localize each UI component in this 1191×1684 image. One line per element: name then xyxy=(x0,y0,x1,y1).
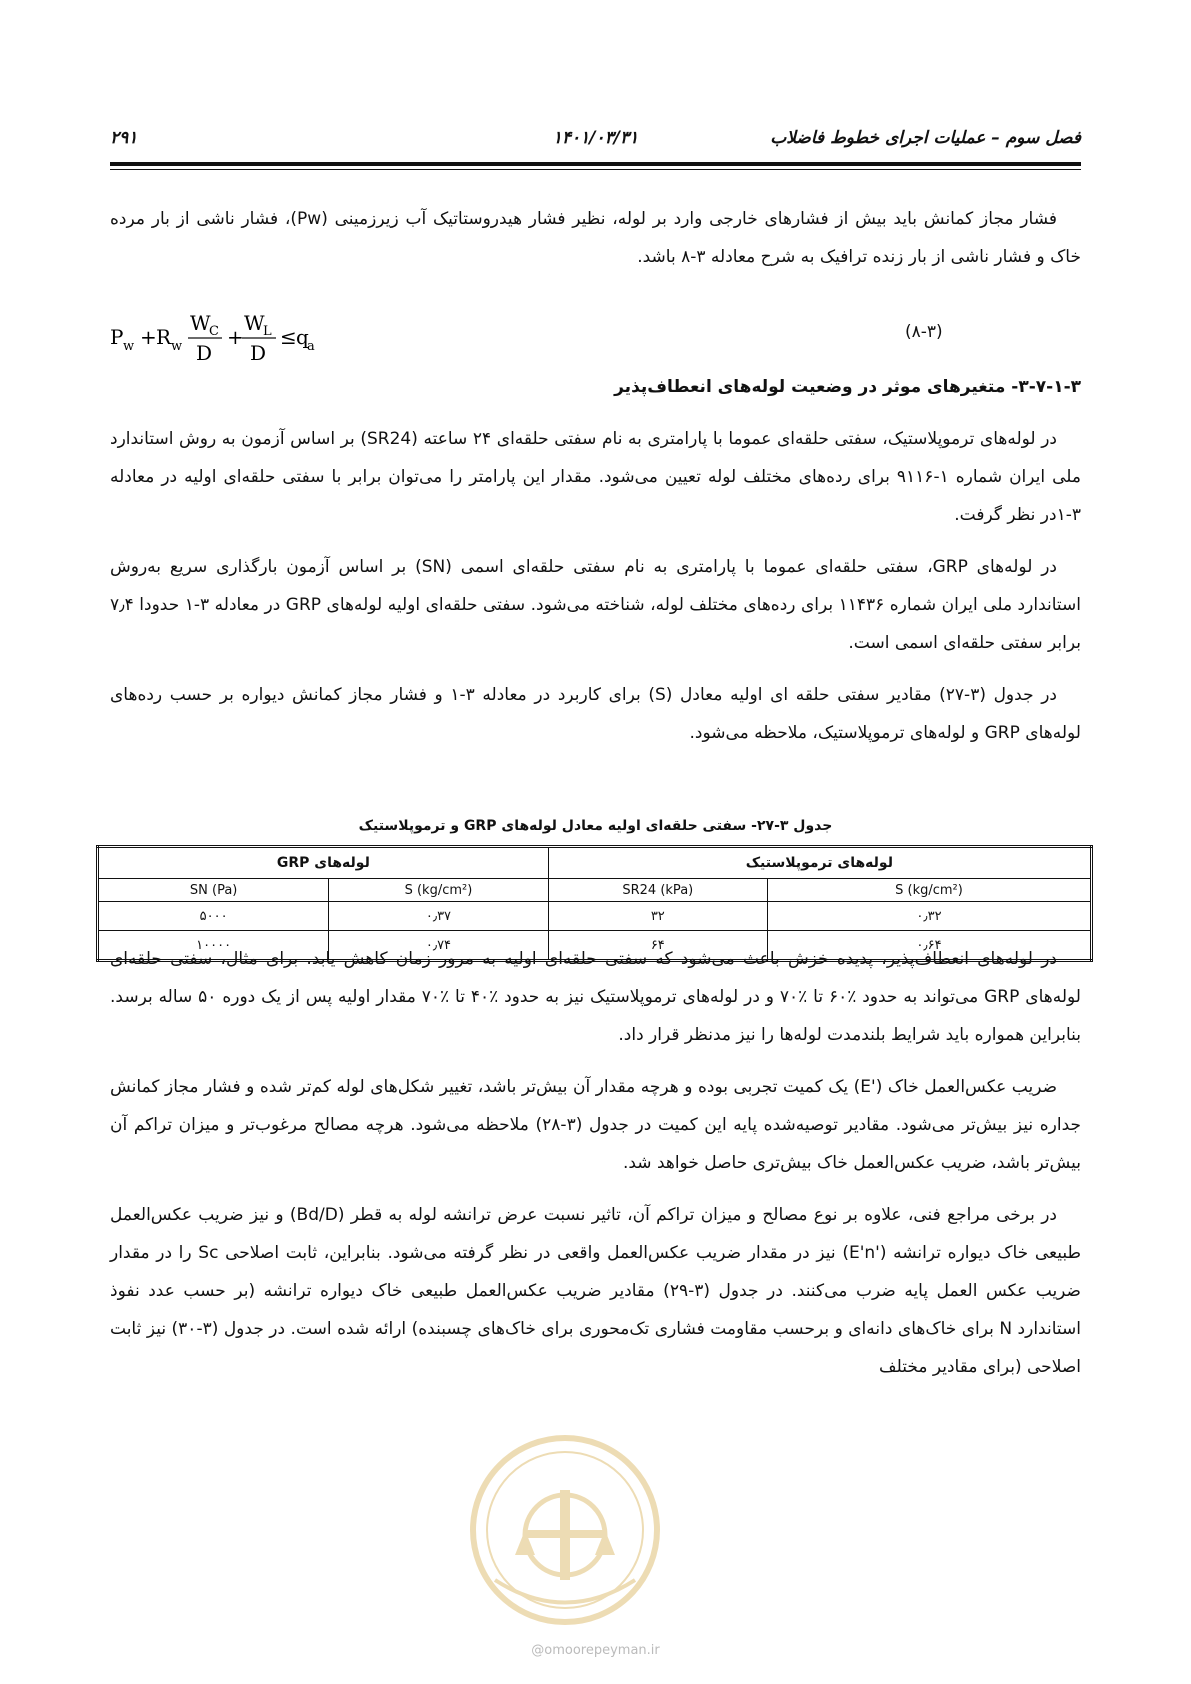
svg-text:P: P xyxy=(110,325,124,349)
svg-text:C: C xyxy=(209,324,219,339)
paragraph-table-reference: در جدول (۳-۲۷) مقادیر سفتی حلقه ای اولیه معادل (S) برای کاربرد در معادله ۳-۱ و فشار مجاز کمانش دیواره بر حسب رده‌های لوله‌های GRP و لوله‌های ترموپلاستیک، ملاحظه می‌شود. xyxy=(110,685,1081,743)
col-s-thermo: S (kg/cm²) xyxy=(767,879,1091,902)
header-date: ۱۴۰۱/۰۳/۳۱ xyxy=(552,128,639,148)
svg-text:+: + xyxy=(227,325,244,349)
table-column-header xyxy=(98,879,1092,902)
cell-s-grp: ۰٫۳۷ xyxy=(329,902,548,931)
svg-text:D: D xyxy=(196,341,213,365)
paragraph-grp: در لوله‌های GRP، سفتی حلقه‌ای عموما با پارامتری به نام سفتی حلقه‌ای اسمی (SN) بر اساس آزمون بارگذاری سریع به‌روش استاندارد ملی ایران شماره ۱۱۴۳۶ برای رده‌های مختلف لوله، شناخته می‌شود. سفتی حلقه‌ای اولیه لوله‌های GRP در معادله ۳-۱ حدودا ۷٫۴ برابر سفتی حلقه‌ای اسمی است. xyxy=(110,557,1081,653)
svg-text:D: D xyxy=(250,341,267,365)
svg-text:+: + xyxy=(140,325,157,349)
watermark-site: @omoorepeyman.ir xyxy=(531,1643,660,1658)
page-header xyxy=(110,128,1081,158)
svg-text:≤: ≤ xyxy=(280,325,297,349)
svg-text:a: a xyxy=(307,339,315,354)
equation-number: (۸-۳) xyxy=(905,322,943,342)
watermark-seal-icon xyxy=(465,1430,665,1630)
svg-text:L: L xyxy=(263,324,272,339)
paragraph-buckling-pressure: فشار مجاز کمانش باید بیش از فشارهای خارجی وارد بر لوله، نظیر فشار هیدروستاتیک آب زیرزمینی (Pw)، فشار ناشی از بار مرده خاک و فشار ناشی از بار زنده ترافیک به شرح معادله ۳-۸ باشد. xyxy=(110,209,1081,267)
group-grp: لوله‌های GRP xyxy=(98,847,549,879)
svg-text:W: W xyxy=(190,311,211,335)
col-s-grp: S (kg/cm²) xyxy=(329,879,548,902)
svg-text:w: w xyxy=(171,339,183,354)
cell-s-thermo: ۰٫۶۴ xyxy=(767,931,1091,961)
header-rule-thick xyxy=(110,162,1081,166)
section-heading: ۳-۷-۱-۳- متغیرهای موثر در وضعیت لوله‌های انعطاف‌پذیر xyxy=(614,377,1081,397)
paragraph-trench-width: در برخی مراجع فنی، علاوه بر نوع مصالح و میزان تراکم آن، تاثیر نسبت عرض ترانشه لوله به قطر (Bd/D) و نیز ضریب عکس‌العمل طبیعی خاک دیواره ترانشه ('E'n) نیز در مقدار ضریب عکس‌العمل واقعی در نظر گرفته می‌شود. بنابراین، ثابت اصلاحی Sc را در مقدار ضریب عکس العمل پایه ضرب می‌کنند. در جدول (۳-۲۹) مقادیر ضریب عکس‌العمل طبیعی خاک دیواره ترانشه (بر حسب عدد نفوذ استاندارد N برای خاک‌های دانه‌ای و برحسب مقاومت فشاری تک‌محوری برای خاک‌های چسبنده) ارائه شده است. در جدول (۳-۳۰) نیز ثابت اصلاحی (برای مقادیر مختلف xyxy=(110,1205,1081,1377)
chapter-title: فصل سوم – عملیات اجرای خطوط فاضلاب xyxy=(770,128,1081,148)
equation-8-3 xyxy=(110,308,370,368)
cell-sn: ۵۰۰۰ xyxy=(98,902,329,931)
cell-sr24: ۶۴ xyxy=(548,931,767,961)
paragraph-creep: در لوله‌های انعطاف‌پذیر، پدیده خزش باعث می‌شود که سفتی حلقه‌ای اولیه به مرور زمان کاهش یابد. برای مثال، سفتی حلقه‌ای لوله‌های GRP می‌تواند به حدود ٪۶۰ تا ٪۷۰ و در لوله‌های ترموپلاستیک نیز به حدود ٪۴۰ تا ٪۷۰ مقدار اولیه پس از یک دوره ۵۰ ساله برسد. بنابراین همواره باید شرایط بلندمدت لوله‌ها را نیز مدنظر قرار داد. xyxy=(110,949,1081,1045)
svg-text:R: R xyxy=(156,325,172,349)
table-row xyxy=(98,902,1092,931)
svg-text:q: q xyxy=(296,325,309,349)
svg-text:W: W xyxy=(244,311,265,335)
cell-s-grp: ۰٫۷۴ xyxy=(329,931,548,961)
header-rule-thin xyxy=(110,169,1081,170)
cell-sr24: ۳۲ xyxy=(548,902,767,931)
page-number: ۲۹۱ xyxy=(110,128,138,148)
svg-text:w: w xyxy=(123,339,135,354)
table-caption: جدول ۳-۲۷- سفتی حلقه‌ای اولیه معادل لوله‌های GRP و ترموپلاستیک xyxy=(358,818,833,834)
col-sr24: SR24 (kPa) xyxy=(548,879,767,902)
paragraph-soil-modulus: ضریب عکس‌العمل خاک ('E) یک کمیت تجربی بوده و هرچه مقدار آن بیش‌تر باشد، تغییر شکل‌های لوله کم‌تر شده و فشار مجاز کمانش جداره نیز بیش‌تر می‌شود. مقادیر توصیه‌شده پایه این کمیت در جدول (۳-۲۸) ملاحظه می‌شود. هرچه مصالح مرغوب‌تر و میزان تراکم آن بیش‌تر باشد، ضریب عکس‌العمل خاک بیش‌تری حاصل خواهد شد. xyxy=(110,1077,1082,1173)
col-sn: SN (Pa) xyxy=(98,879,329,902)
paragraph-thermoplastic: در لوله‌های ترموپلاستیک، سفتی حلقه‌ای عموما با پارامتری به نام سفتی حلقه‌ای ۲۴ ساعته (SR24) بر اساس آزمون به روش استاندارد ملی ایران شماره ۱-۹۱۱۶ برای رده‌های مختلف لوله تعیین می‌شود. مقدار این پارامتر را می‌توان برابر با سفتی حلقه‌ای اولیه در معادله ۳-۱در نظر گرفت. xyxy=(110,429,1082,525)
cell-sn: ۱۰۰۰۰ xyxy=(98,931,329,961)
group-thermoplastic: لوله‌های ترموپلاستیک xyxy=(548,847,1091,879)
table-group-header xyxy=(98,847,1092,879)
cell-s-thermo: ۰٫۳۲ xyxy=(767,902,1091,931)
